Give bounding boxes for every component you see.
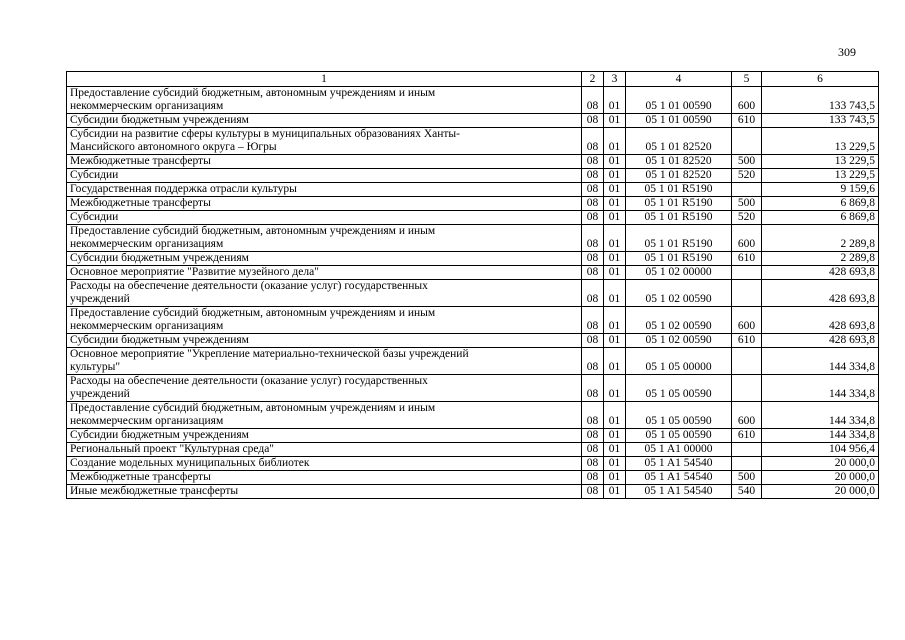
row-amount-cell: 428 693,8 [762, 280, 879, 307]
table-row [67, 280, 879, 307]
row-target-article-cell: 05 1 01 R5190 [626, 211, 732, 225]
row-section-cell: 08 [582, 402, 604, 429]
row-amount-cell: 13 229,5 [762, 169, 879, 183]
row-expense-type-cell: 500 [732, 197, 762, 211]
row-expense-type-cell: 610 [732, 252, 762, 266]
row-section-cell: 08 [582, 457, 604, 471]
table-row [67, 197, 879, 211]
row-subsection-cell: 01 [604, 197, 626, 211]
table-row [67, 87, 879, 114]
header-cell-3: 3 [604, 72, 626, 87]
row-amount-cell: 2 289,8 [762, 252, 879, 266]
row-section-cell: 08 [582, 471, 604, 485]
header-cell-2: 2 [582, 72, 604, 87]
row-amount-cell: 144 334,8 [762, 402, 879, 429]
row-expense-type-cell [732, 183, 762, 197]
row-name-cell: Государственная поддержка отрасли культуры [67, 183, 582, 197]
row-amount-cell: 428 693,8 [762, 307, 879, 334]
row-name-cell: Межбюджетные трансферты [67, 155, 582, 169]
table-row [67, 443, 879, 457]
table-row [67, 348, 879, 375]
row-target-article-cell: 05 1 05 00590 [626, 429, 732, 443]
row-expense-type-cell: 600 [732, 225, 762, 252]
row-expense-type-cell: 520 [732, 211, 762, 225]
row-name-cell: Расходы на обеспечение деятельности (оказание услуг) государственных учреждений [67, 375, 582, 402]
row-expense-type-cell: 500 [732, 155, 762, 169]
row-target-article-cell: 05 1 01 00590 [626, 87, 732, 114]
row-subsection-cell: 01 [604, 155, 626, 169]
row-expense-type-cell [732, 375, 762, 402]
table-row [67, 183, 879, 197]
row-name-cell: Предоставление субсидий бюджетным, автономным учреждениям и иным некоммерческим организациям [67, 225, 582, 252]
header-cell-4: 4 [626, 72, 732, 87]
budget-table [66, 71, 879, 499]
row-target-article-cell: 05 1 A1 00000 [626, 443, 732, 457]
row-target-article-cell: 05 1 A1 54540 [626, 485, 732, 499]
row-expense-type-cell: 500 [732, 471, 762, 485]
row-name-cell: Субсидии на развитие сферы культуры в муниципальных образованиях Ханты- Мансийского автономного округа – Югры [67, 128, 582, 155]
row-subsection-cell: 01 [604, 402, 626, 429]
row-target-article-cell: 05 1 05 00590 [626, 375, 732, 402]
row-target-article-cell: 05 1 01 R5190 [626, 225, 732, 252]
table-row [67, 471, 879, 485]
row-subsection-cell: 01 [604, 485, 626, 499]
row-expense-type-cell [732, 128, 762, 155]
row-amount-cell: 144 334,8 [762, 429, 879, 443]
row-name-cell: Предоставление субсидий бюджетным, автономным учреждениям и иным некоммерческим организациям [67, 402, 582, 429]
row-subsection-cell: 01 [604, 211, 626, 225]
row-name-cell: Межбюджетные трансферты [67, 471, 582, 485]
row-target-article-cell: 05 1 02 00590 [626, 307, 732, 334]
row-section-cell: 08 [582, 266, 604, 280]
row-expense-type-cell [732, 457, 762, 471]
row-target-article-cell: 05 1 A1 54540 [626, 471, 732, 485]
row-subsection-cell: 01 [604, 307, 626, 334]
table-row [67, 155, 879, 169]
row-section-cell: 08 [582, 155, 604, 169]
row-subsection-cell: 01 [604, 429, 626, 443]
row-name-cell: Основное мероприятие "Укрепление материально-технической базы учреждений культуры" [67, 348, 582, 375]
table-row [67, 457, 879, 471]
row-section-cell: 08 [582, 183, 604, 197]
row-expense-type-cell: 610 [732, 114, 762, 128]
row-name-cell: Субсидии бюджетным учреждениям [67, 252, 582, 266]
row-section-cell: 08 [582, 169, 604, 183]
row-amount-cell: 6 869,8 [762, 211, 879, 225]
row-name-cell: Межбюджетные трансферты [67, 197, 582, 211]
row-name-cell: Основное мероприятие "Развитие музейного дела" [67, 266, 582, 280]
row-target-article-cell: 05 1 02 00590 [626, 334, 732, 348]
row-target-article-cell: 05 1 01 82520 [626, 169, 732, 183]
row-target-article-cell: 05 1 01 00590 [626, 114, 732, 128]
row-section-cell: 08 [582, 348, 604, 375]
row-amount-cell: 13 229,5 [762, 155, 879, 169]
header-row [67, 72, 879, 87]
row-name-cell: Иные межбюджетные трансферты [67, 485, 582, 499]
row-expense-type-cell: 610 [732, 334, 762, 348]
row-amount-cell: 13 229,5 [762, 128, 879, 155]
row-amount-cell: 144 334,8 [762, 348, 879, 375]
row-name-cell: Предоставление субсидий бюджетным, автономным учреждениям и иным некоммерческим организациям [67, 87, 582, 114]
row-section-cell: 08 [582, 197, 604, 211]
table-row [67, 266, 879, 280]
row-expense-type-cell [732, 266, 762, 280]
row-name-cell: Субсидии бюджетным учреждениям [67, 334, 582, 348]
table-row [67, 402, 879, 429]
row-name-cell: Предоставление субсидий бюджетным, автономным учреждениям и иным некоммерческим организациям [67, 307, 582, 334]
table-row [67, 114, 879, 128]
table-row [67, 128, 879, 155]
row-expense-type-cell: 600 [732, 307, 762, 334]
table-row [67, 334, 879, 348]
row-name-cell: Субсидии бюджетным учреждениям [67, 114, 582, 128]
row-subsection-cell: 01 [604, 169, 626, 183]
row-target-article-cell: 05 1 01 R5190 [626, 183, 732, 197]
row-amount-cell: 428 693,8 [762, 266, 879, 280]
row-subsection-cell: 01 [604, 348, 626, 375]
table-row [67, 169, 879, 183]
row-target-article-cell: 05 1 01 82520 [626, 128, 732, 155]
row-subsection-cell: 01 [604, 443, 626, 457]
row-target-article-cell: 05 1 A1 54540 [626, 457, 732, 471]
row-section-cell: 08 [582, 307, 604, 334]
row-target-article-cell: 05 1 05 00590 [626, 402, 732, 429]
row-section-cell: 08 [582, 443, 604, 457]
row-subsection-cell: 01 [604, 280, 626, 307]
row-subsection-cell: 01 [604, 183, 626, 197]
row-section-cell: 08 [582, 429, 604, 443]
row-subsection-cell: 01 [604, 457, 626, 471]
row-subsection-cell: 01 [604, 114, 626, 128]
row-section-cell: 08 [582, 375, 604, 402]
row-subsection-cell: 01 [604, 225, 626, 252]
row-expense-type-cell: 600 [732, 402, 762, 429]
row-amount-cell: 2 289,8 [762, 225, 879, 252]
row-expense-type-cell: 600 [732, 87, 762, 114]
row-expense-type-cell: 520 [732, 169, 762, 183]
row-target-article-cell: 05 1 02 00000 [626, 266, 732, 280]
row-subsection-cell: 01 [604, 266, 626, 280]
header-cell-5: 5 [732, 72, 762, 87]
row-expense-type-cell [732, 443, 762, 457]
row-section-cell: 08 [582, 334, 604, 348]
row-subsection-cell: 01 [604, 87, 626, 114]
row-section-cell: 08 [582, 211, 604, 225]
header-cell-6: 6 [762, 72, 879, 87]
row-name-cell: Создание модельных муниципальных библиотек [67, 457, 582, 471]
row-section-cell: 08 [582, 252, 604, 266]
table-row [67, 429, 879, 443]
row-name-cell: Субсидии бюджетным учреждениям [67, 429, 582, 443]
table-row [67, 307, 879, 334]
row-amount-cell: 133 743,5 [762, 87, 879, 114]
table-row [67, 225, 879, 252]
table-row [67, 375, 879, 402]
row-section-cell: 08 [582, 280, 604, 307]
row-subsection-cell: 01 [604, 252, 626, 266]
row-amount-cell: 428 693,8 [762, 334, 879, 348]
row-name-cell: Расходы на обеспечение деятельности (оказание услуг) государственных учреждений [67, 280, 582, 307]
row-section-cell: 08 [582, 225, 604, 252]
row-target-article-cell: 05 1 01 R5190 [626, 197, 732, 211]
row-amount-cell: 144 334,8 [762, 375, 879, 402]
row-amount-cell: 20 000,0 [762, 457, 879, 471]
page-number: 309 [838, 45, 856, 59]
row-target-article-cell: 05 1 02 00590 [626, 280, 732, 307]
row-amount-cell: 104 956,4 [762, 443, 879, 457]
row-expense-type-cell: 540 [732, 485, 762, 499]
row-subsection-cell: 01 [604, 471, 626, 485]
row-name-cell: Региональный проект "Культурная среда" [67, 443, 582, 457]
row-section-cell: 08 [582, 485, 604, 499]
row-name-cell: Субсидии [67, 211, 582, 225]
row-section-cell: 08 [582, 128, 604, 155]
row-target-article-cell: 05 1 01 82520 [626, 155, 732, 169]
row-expense-type-cell [732, 280, 762, 307]
row-expense-type-cell: 610 [732, 429, 762, 443]
row-amount-cell: 133 743,5 [762, 114, 879, 128]
row-subsection-cell: 01 [604, 375, 626, 402]
row-section-cell: 08 [582, 114, 604, 128]
row-section-cell: 08 [582, 87, 604, 114]
row-amount-cell: 9 159,6 [762, 183, 879, 197]
table-row [67, 252, 879, 266]
row-amount-cell: 6 869,8 [762, 197, 879, 211]
row-target-article-cell: 05 1 01 R5190 [626, 252, 732, 266]
row-amount-cell: 20 000,0 [762, 471, 879, 485]
header-cell-1: 1 [67, 72, 582, 87]
table-row [67, 211, 879, 225]
row-subsection-cell: 01 [604, 334, 626, 348]
row-amount-cell: 20 000,0 [762, 485, 879, 499]
row-target-article-cell: 05 1 05 00000 [626, 348, 732, 375]
row-name-cell: Субсидии [67, 169, 582, 183]
row-subsection-cell: 01 [604, 128, 626, 155]
row-expense-type-cell [732, 348, 762, 375]
table-row [67, 485, 879, 499]
